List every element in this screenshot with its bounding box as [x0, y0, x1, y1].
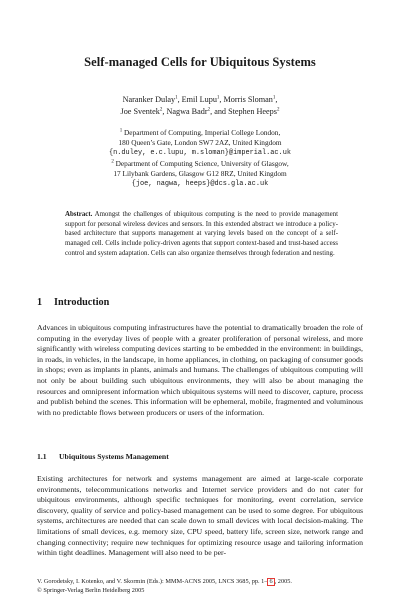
author-name: Nagwa Badr [166, 106, 208, 116]
author-separator: , [275, 95, 278, 104]
abstract [65, 210, 338, 259]
abstract-label: Abstract. [65, 211, 93, 218]
subsection-number: 1.1 [37, 452, 47, 461]
author-affiliation-mark: 2 [276, 106, 280, 112]
author-affiliation-mark: 1 [175, 95, 178, 101]
footer-citation: V. Gorodetsky, I. Kotenko, and V. Skormin (Eds.): MMM-ACNS 2005, LNCS 3685, pp. 1– 6 , 2005. [37, 578, 292, 585]
author-name: Joe Sventek [120, 106, 160, 116]
subsection-heading [37, 452, 169, 461]
abstract-text: Amongst the challenges of ubiquitous computing is the need to provide management support for personal wireless devices and sensors. In this extended abstract we introduce a policy-based architecture that supports management at varying levels based on the concept of a self-managed cell. Cells include policy-driven agents that support context-based and trust-based access control and system adaptation. Cells can also organize themselves through federation and nesting. [65, 211, 338, 257]
footer [37, 578, 363, 595]
section-heading [37, 297, 109, 308]
author-affiliation-mark: 1 [272, 95, 276, 101]
affiliations [0, 128, 400, 189]
section-number: 1 [37, 297, 43, 308]
paper-title: Self-managed Cells for Ubiquitous Systems [84, 55, 316, 69]
author-line-2 [0, 106, 400, 118]
author-separator: , [177, 95, 182, 104]
author-and: and [214, 106, 229, 116]
author-line-1 [0, 94, 400, 106]
paragraph-2: Existing architectures for network and systems management are aimed at large-scale corporate environments, telecommunications networks and Internet service providers and do not cater for ubiquitous environments, although specific techniques for monitoring, event correlation, service discovery, quality of service and policy-based management can be used to some degree. For ubiquitous systems, architectures are needed that can scale down to small devices with local decision-making. The limitations of small devices, e.g. memory size, CPU speed, battery life, screen size, network range and changing connectivity; require new techniques for optimizing resource usage and tailoring information within tight deadlines. Management will also need to be per- [37, 474, 363, 558]
author-affiliation-mark: 1 [216, 95, 220, 101]
author-name: Naranker Dulay [122, 95, 176, 104]
author-name: Emil Lupu [181, 95, 217, 104]
author-separator: , [219, 95, 224, 104]
subsection-title: Ubiquitous Systems Management [59, 452, 169, 461]
paragraph-1: Advances in ubiquitous computing infrastructures have the potential to dramatically broaden the role of computing in the everyday lives of people with a greater proliferation of personal wireless, and more significantly with wireless computing devices starting to be embedded in the environment: in buildings, in roads, in vehicles, in the landscape, in home appliances, in clothing, on packaging of consumer goods in shops; even as implants in plants, animals and humans. The challenges of ubiquitous computing will not only be about building such ubiquitous environments, they will also be about managing the resources and omnipresent information which ubiquitous systems will need to discover, capture, process and publish behind the scenes. This information will be ephemeral, mobile, fragmented and voluminous with no predictable flows between producers or users of the information. [37, 323, 363, 417]
author-name: Morris Sloman [223, 95, 273, 104]
author-separator: , [162, 106, 167, 116]
author-separator: , [210, 106, 215, 116]
affiliation-1-dept: $^1$ Department of Computing, Imperial College London, [119, 128, 281, 137]
section-title: Introduction [54, 297, 110, 308]
affiliation-2-dept: $^2$ Department of Computing Science, University of Glasgow, [111, 158, 289, 168]
page-link[interactable]: 6 [269, 578, 273, 585]
author-list [0, 94, 400, 117]
author-affiliation-mark: 2 [159, 106, 163, 112]
affiliation-2-address: 17 Lilybank Gardens, Glasgow G12 8RZ, United Kingdom [113, 168, 287, 178]
affiliation-1-address: 180 Queen’s Gate, London SW7 2AZ, United Kingdom [118, 138, 282, 148]
affiliation-1-emails: {n.duley, e.c.lupu, m.sloman}@imperial.ac.uk [109, 149, 291, 158]
affiliation-2-emails: {joe, nagwa, heeps}@dcs.gla.ac.uk [131, 180, 269, 189]
footer-copyright: © Springer-Verlag Berlin Heidelberg 2005 [37, 586, 145, 594]
author-affiliation-mark: 2 [207, 106, 211, 112]
author-name: Stephen Heeps [228, 106, 277, 116]
